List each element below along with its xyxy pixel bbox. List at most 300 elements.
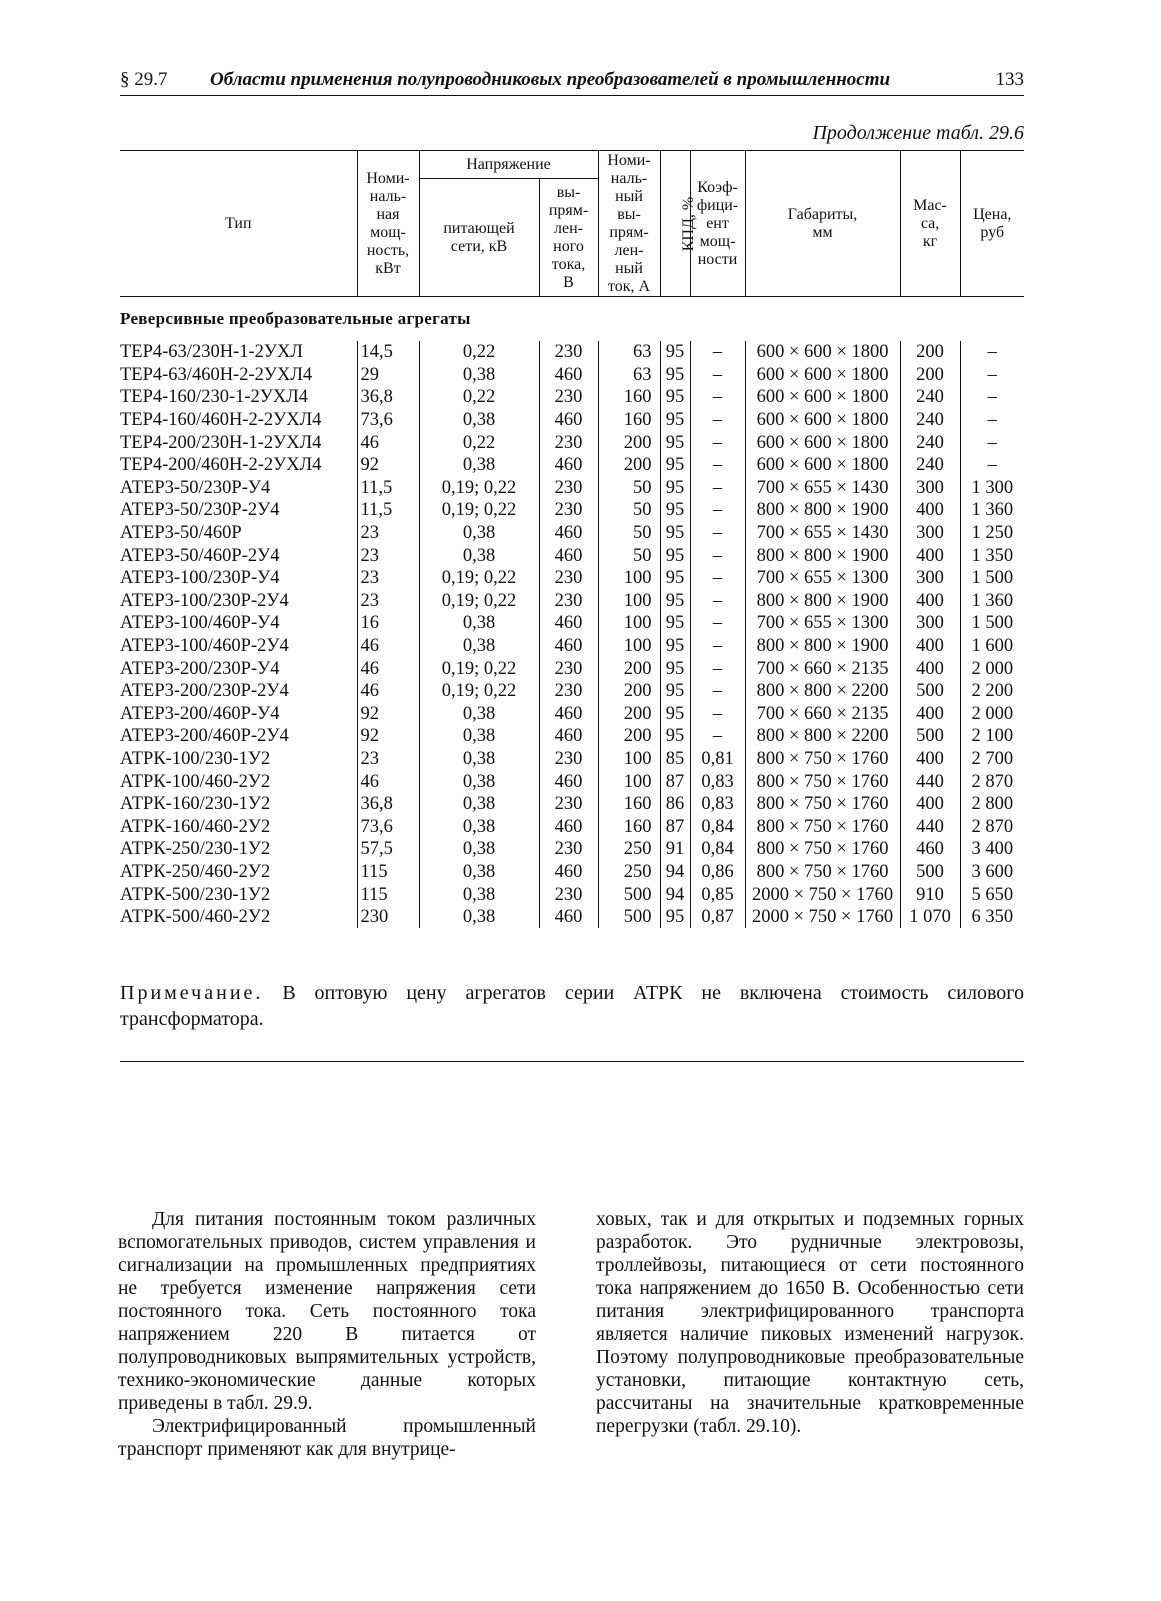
cell-type: АТЕР3-200/460Р-У4 (120, 703, 280, 724)
cell-price: 2 000 (960, 703, 1024, 726)
table-row (120, 748, 1024, 771)
cell-current: 50 (598, 522, 660, 545)
cell-current: 160 (598, 793, 660, 816)
cell-price: 2 800 (960, 793, 1024, 816)
cell-efficiency: 87 (660, 815, 690, 838)
cell-dimensions: 600 × 600 × 1800 (745, 431, 900, 454)
cell-supply-voltage: 0,38 (419, 364, 539, 387)
cell-power: 36,8 (357, 386, 419, 409)
cell-current: 250 (598, 861, 660, 884)
cell-power-factor: – (690, 341, 745, 364)
cell-rectified-voltage: 230 (539, 793, 598, 816)
cell-power-factor: – (690, 522, 745, 545)
cell-rectified-voltage: 230 (539, 341, 598, 364)
cell-rectified-voltage: 230 (539, 590, 598, 613)
cell-efficiency: 95 (660, 477, 690, 500)
cell-dimensions: 600 × 600 × 1800 (745, 386, 900, 409)
header-mass: Мас- са, кг (900, 151, 960, 297)
cell-price: – (960, 364, 1024, 387)
cell-power-factor: 0,86 (690, 861, 745, 884)
table-row (120, 499, 1024, 522)
cell-mass: 910 (900, 883, 960, 906)
cell-price: 3 400 (960, 838, 1024, 861)
header-power-factor: Коэф- фици- ент мощ- ности (690, 151, 745, 297)
cell-efficiency: 95 (660, 499, 690, 522)
cell-dimensions: 800 × 750 × 1760 (745, 793, 900, 816)
header-current: Номи- наль- ный вы- прям- лен- ный ток, А (598, 151, 660, 297)
cell-mass: 400 (900, 544, 960, 567)
cell-supply-voltage: 0,38 (419, 748, 539, 771)
cell-supply-voltage: 0,22 (419, 431, 539, 454)
cell-power-factor: 0,84 (690, 838, 745, 861)
cell-rectified-voltage: 460 (539, 906, 598, 929)
cell-type: АТРК-250/460-2У2 (120, 861, 271, 882)
cell-type: АТЕР3-100/460Р-2У4 (120, 636, 289, 657)
cell-supply-voltage: 0,38 (419, 838, 539, 861)
cell-price: 2 000 (960, 657, 1024, 680)
cell-type: АТРК-500/230-1У2 (120, 884, 271, 905)
cell-efficiency: 95 (660, 725, 690, 748)
cell-current: 200 (598, 657, 660, 680)
cell-rectified-voltage: 230 (539, 499, 598, 522)
page-number: 133 (995, 69, 1024, 90)
cell-power-factor: 0,85 (690, 883, 745, 906)
cell-current: 160 (598, 409, 660, 432)
cell-dimensions: 600 × 600 × 1800 (745, 364, 900, 387)
cell-supply-voltage: 0,19; 0,22 (419, 590, 539, 613)
cell-price: 1 250 (960, 522, 1024, 545)
cell-efficiency: 95 (660, 635, 690, 658)
cell-type: АТЕР3-100/460Р-У4 (120, 613, 280, 634)
cell-efficiency: 95 (660, 680, 690, 703)
cell-power: 230 (357, 906, 419, 929)
note-label: Примечание. (120, 982, 264, 1004)
cell-mass: 300 (900, 477, 960, 500)
cell-price: 2 870 (960, 815, 1024, 838)
table-note (120, 980, 1024, 1032)
cell-efficiency: 95 (660, 590, 690, 613)
cell-power: 46 (357, 635, 419, 658)
table-row (120, 364, 1024, 387)
cell-dimensions: 800 × 800 × 1900 (745, 499, 900, 522)
cell-efficiency: 95 (660, 657, 690, 680)
cell-efficiency: 95 (660, 409, 690, 432)
cell-current: 50 (598, 544, 660, 567)
cell-type: ТЕР4-200/230Н-1-2УХЛ4 (120, 432, 322, 453)
table-continuation-label: Продолжение табл. 29.6 (812, 122, 1024, 144)
cell-power-factor: – (690, 703, 745, 726)
cell-rectified-voltage: 460 (539, 635, 598, 658)
table-row (120, 341, 1024, 364)
cell-current: 100 (598, 590, 660, 613)
cell-mass: 240 (900, 409, 960, 432)
cell-rectified-voltage: 230 (539, 657, 598, 680)
cell-power-factor: – (690, 657, 745, 680)
cell-mass: 240 (900, 386, 960, 409)
cell-supply-voltage: 0,38 (419, 635, 539, 658)
cell-efficiency: 95 (660, 567, 690, 590)
cell-dimensions: 800 × 750 × 1760 (745, 748, 900, 771)
cell-current: 50 (598, 477, 660, 500)
table-row (120, 522, 1024, 545)
cell-price: 6 350 (960, 906, 1024, 929)
cell-type: АТЕР3-50/230Р-У4 (120, 477, 271, 498)
cell-current: 500 (598, 906, 660, 929)
cell-price: 1 350 (960, 544, 1024, 567)
cell-dimensions: 800 × 800 × 1900 (745, 635, 900, 658)
cell-power: 92 (357, 725, 419, 748)
cell-type: АТЕР3-200/230Р-У4 (120, 658, 280, 679)
cell-current: 63 (598, 341, 660, 364)
cell-price: 5 650 (960, 883, 1024, 906)
cell-supply-voltage: 0,38 (419, 703, 539, 726)
cell-supply-voltage: 0,38 (419, 544, 539, 567)
table-row (120, 770, 1024, 793)
table-row (120, 883, 1024, 906)
cell-efficiency: 95 (660, 431, 690, 454)
cell-dimensions: 700 × 660 × 2135 (745, 703, 900, 726)
cell-efficiency: 95 (660, 364, 690, 387)
cell-power: 115 (357, 883, 419, 906)
table-row (120, 454, 1024, 477)
cell-power: 92 (357, 454, 419, 477)
cell-efficiency: 85 (660, 748, 690, 771)
cell-mass: 500 (900, 680, 960, 703)
table-row (120, 544, 1024, 567)
table-row (120, 838, 1024, 861)
cell-power-factor: – (690, 680, 745, 703)
cell-rectified-voltage: 230 (539, 431, 598, 454)
cell-efficiency: 95 (660, 612, 690, 635)
cell-price: – (960, 454, 1024, 477)
cell-dimensions: 800 × 800 × 2200 (745, 680, 900, 703)
cell-power: 23 (357, 590, 419, 613)
cell-type: АТРК-500/460-2У2 (120, 907, 271, 928)
cell-power-factor: – (690, 386, 745, 409)
cell-power-factor: – (690, 431, 745, 454)
cell-dimensions: 800 × 750 × 1760 (745, 861, 900, 884)
cell-power: 16 (357, 612, 419, 635)
cell-current: 63 (598, 364, 660, 387)
divider-rule (120, 1061, 1024, 1062)
cell-rectified-voltage: 460 (539, 522, 598, 545)
cell-dimensions: 600 × 600 × 1800 (745, 341, 900, 364)
cell-power: 23 (357, 748, 419, 771)
table-row (120, 793, 1024, 816)
table-row (120, 590, 1024, 613)
cell-price: 2 870 (960, 770, 1024, 793)
cell-power-factor: – (690, 499, 745, 522)
cell-mass: 400 (900, 590, 960, 613)
body-column-right (596, 1208, 1024, 1438)
cell-dimensions: 600 × 600 × 1800 (745, 454, 900, 477)
cell-current: 200 (598, 680, 660, 703)
cell-rectified-voltage: 460 (539, 725, 598, 748)
cell-supply-voltage: 0,22 (419, 341, 539, 364)
cell-power: 57,5 (357, 838, 419, 861)
cell-price: 1 500 (960, 612, 1024, 635)
cell-rectified-voltage: 460 (539, 544, 598, 567)
header-voltage: Напряжение (419, 151, 598, 179)
cell-supply-voltage: 0,19; 0,22 (419, 477, 539, 500)
cell-rectified-voltage: 230 (539, 386, 598, 409)
cell-power-factor: – (690, 544, 745, 567)
header-dimensions: Габариты, мм (745, 151, 900, 297)
cell-efficiency: 95 (660, 522, 690, 545)
cell-supply-voltage: 0,38 (419, 906, 539, 929)
cell-efficiency: 95 (660, 906, 690, 929)
cell-rectified-voltage: 460 (539, 454, 598, 477)
cell-supply-voltage: 0,19; 0,22 (419, 567, 539, 590)
cell-dimensions: 2000 × 750 × 1760 (745, 883, 900, 906)
cell-rectified-voltage: 230 (539, 567, 598, 590)
cell-power-factor: – (690, 725, 745, 748)
cell-efficiency: 95 (660, 703, 690, 726)
cell-price: 1 600 (960, 635, 1024, 658)
cell-mass: 400 (900, 635, 960, 658)
cell-current: 200 (598, 431, 660, 454)
cell-current: 50 (598, 499, 660, 522)
cell-current: 100 (598, 635, 660, 658)
cell-supply-voltage: 0,38 (419, 861, 539, 884)
cell-mass: 300 (900, 612, 960, 635)
cell-supply-voltage: 0,38 (419, 522, 539, 545)
cell-rectified-voltage: 460 (539, 815, 598, 838)
cell-power: 46 (357, 770, 419, 793)
note-text: В оптовую цену агрегатов серии АТРК не включена стоимость силового трансформатора. (120, 982, 1025, 1030)
cell-price: – (960, 431, 1024, 454)
cell-efficiency: 91 (660, 838, 690, 861)
cell-current: 100 (598, 748, 660, 771)
cell-current: 250 (598, 838, 660, 861)
cell-power: 23 (357, 522, 419, 545)
table-row (120, 431, 1024, 454)
cell-power-factor: – (690, 364, 745, 387)
cell-current: 500 (598, 883, 660, 906)
cell-supply-voltage: 0,38 (419, 815, 539, 838)
cell-type: АТРК-160/230-1У2 (120, 794, 271, 815)
cell-current: 200 (598, 725, 660, 748)
cell-price: 1 360 (960, 499, 1024, 522)
cell-power: 46 (357, 680, 419, 703)
cell-rectified-voltage: 460 (539, 703, 598, 726)
cell-current: 100 (598, 567, 660, 590)
cell-efficiency: 95 (660, 386, 690, 409)
header-supply-voltage: питающей сети, кВ (419, 179, 539, 297)
table-row (120, 635, 1024, 658)
cell-type: АТРК-250/230-1У2 (120, 839, 271, 860)
cell-power: 23 (357, 544, 419, 567)
cell-type: АТЕР3-100/230Р-2У4 (120, 590, 289, 611)
header-price: Цена, руб (960, 151, 1024, 297)
cell-type: АТЕР3-50/460Р (120, 523, 242, 544)
section-title: Реверсивные преобразовательные агрегаты (120, 309, 471, 328)
cell-power-factor: – (690, 409, 745, 432)
header-power: Номи- наль- ная мощ- ность, кВт (357, 151, 419, 297)
cell-rectified-voltage: 230 (539, 477, 598, 500)
cell-type: ТЕР4-63/460Н-2-2УХЛ4 (120, 364, 313, 385)
cell-dimensions: 700 × 655 × 1300 (745, 612, 900, 635)
cell-power: 36,8 (357, 793, 419, 816)
cell-efficiency: 94 (660, 861, 690, 884)
cell-dimensions: 2000 × 750 × 1760 (745, 906, 900, 929)
cell-power: 14,5 (357, 341, 419, 364)
cell-power: 29 (357, 364, 419, 387)
cell-efficiency: 95 (660, 544, 690, 567)
body-column-left (118, 1208, 536, 1461)
cell-supply-voltage: 0,22 (419, 386, 539, 409)
cell-mass: 400 (900, 703, 960, 726)
section-number: § 29.7 (120, 69, 168, 90)
cell-price: 1 360 (960, 590, 1024, 613)
cell-power: 11,5 (357, 477, 419, 500)
cell-mass: 440 (900, 770, 960, 793)
cell-power-factor: 0,83 (690, 793, 745, 816)
table-row (120, 680, 1024, 703)
cell-supply-voltage: 0,19; 0,22 (419, 657, 539, 680)
cell-efficiency: 86 (660, 793, 690, 816)
header-efficiency: КПД, % (660, 151, 690, 297)
cell-mass: 400 (900, 748, 960, 771)
cell-rectified-voltage: 460 (539, 612, 598, 635)
cell-supply-voltage: 0,38 (419, 612, 539, 635)
cell-rectified-voltage: 460 (539, 364, 598, 387)
cell-type: АТРК-100/460-2У2 (120, 771, 271, 792)
table-row (120, 815, 1024, 838)
cell-current: 200 (598, 703, 660, 726)
cell-power-factor: – (690, 567, 745, 590)
cell-current: 100 (598, 770, 660, 793)
cell-type: ТЕР4-200/460Н-2-2УХЛ4 (120, 455, 322, 476)
cell-type: АТЕР3-100/230Р-У4 (120, 568, 280, 589)
cell-efficiency: 94 (660, 883, 690, 906)
cell-dimensions: 700 × 655 × 1430 (745, 522, 900, 545)
table-row (120, 386, 1024, 409)
cell-dimensions: 800 × 750 × 1760 (745, 770, 900, 793)
cell-type: АТРК-100/230-1У2 (120, 748, 271, 769)
cell-efficiency: 87 (660, 770, 690, 793)
cell-dimensions: 600 × 600 × 1800 (745, 409, 900, 432)
cell-mass: 500 (900, 861, 960, 884)
cell-power-factor: 0,83 (690, 770, 745, 793)
cell-mass: 440 (900, 815, 960, 838)
table-row (120, 725, 1024, 748)
cell-mass: 1 070 (900, 906, 960, 929)
cell-mass: 500 (900, 725, 960, 748)
cell-mass: 400 (900, 499, 960, 522)
table-row (120, 861, 1024, 884)
cell-power: 73,6 (357, 409, 419, 432)
cell-supply-voltage: 0,38 (419, 409, 539, 432)
cell-power: 115 (357, 861, 419, 884)
cell-supply-voltage: 0,38 (419, 770, 539, 793)
cell-type: ТЕР4-160/460Н-2-2УХЛ4 (120, 410, 322, 431)
cell-mass: 300 (900, 567, 960, 590)
table-row (120, 409, 1024, 432)
cell-efficiency: 95 (660, 454, 690, 477)
cell-price: 2 200 (960, 680, 1024, 703)
paragraph: ховых, так и для открытых и подземных горных разработок. Это рудничные электровозы, троллейвозы, питающиеся от сети постоянного тока напряжением до 1650 В. Особенностью сети питания электрифицированного транспорта является наличие пиковых изменений нагрузок. Поэтому полупроводниковые преобразовательные установки, питающие контактную сеть, рассчитаны на значительные кратковременные перегрузки (табл. 29.10). (596, 1209, 1024, 1437)
cell-current: 100 (598, 612, 660, 635)
cell-rectified-voltage: 230 (539, 838, 598, 861)
cell-mass: 400 (900, 793, 960, 816)
cell-rectified-voltage: 230 (539, 748, 598, 771)
cell-type: АТРК-160/460-2У2 (120, 816, 271, 837)
cell-dimensions: 800 × 750 × 1760 (745, 815, 900, 838)
table-row (120, 567, 1024, 590)
cell-dimensions: 800 × 750 × 1760 (745, 838, 900, 861)
cell-price: 2 100 (960, 725, 1024, 748)
cell-power: 46 (357, 657, 419, 680)
table-row (120, 657, 1024, 680)
cell-power-factor: – (690, 635, 745, 658)
header-type: Тип (120, 151, 357, 297)
paragraph: Для питания постоянным током различных вспомогательных приводов, систем управления и сигнализации на промышленных предприятиях не требуется изменение напряжения сети постоянного тока. Сеть постоянного тока напряжением 220 В питается от полупроводниковых выпрямительных устройств, технико-экономические данные которых приведены в табл. 29.9. (118, 1209, 536, 1414)
cell-dimensions: 700 × 655 × 1430 (745, 477, 900, 500)
table-row (120, 703, 1024, 726)
running-header (120, 67, 1024, 96)
cell-mass: 240 (900, 454, 960, 477)
cell-rectified-voltage: 460 (539, 861, 598, 884)
cell-rectified-voltage: 460 (539, 770, 598, 793)
cell-current: 200 (598, 454, 660, 477)
table-row (120, 906, 1024, 929)
cell-dimensions: 700 × 660 × 2135 (745, 657, 900, 680)
cell-mass: 200 (900, 341, 960, 364)
cell-power-factor: – (690, 454, 745, 477)
cell-power: 46 (357, 431, 419, 454)
cell-price: – (960, 386, 1024, 409)
cell-supply-voltage: 0,38 (419, 883, 539, 906)
table-row (120, 477, 1024, 500)
cell-type: АТЕР3-200/460Р-2У4 (120, 726, 289, 747)
header-rectified-voltage: вы- прям- лен- ного тока, В (539, 179, 598, 297)
cell-price: – (960, 409, 1024, 432)
cell-power-factor: 0,87 (690, 906, 745, 929)
cell-power: 92 (357, 703, 419, 726)
cell-power-factor: 0,84 (690, 815, 745, 838)
cell-mass: 200 (900, 364, 960, 387)
data-table (120, 150, 1024, 928)
cell-mass: 300 (900, 522, 960, 545)
cell-type: АТЕР3-50/230Р-2У4 (120, 500, 280, 521)
running-title: Области применения полупроводниковых преобразователей в промышленности (210, 69, 891, 90)
cell-price: 2 700 (960, 748, 1024, 771)
cell-supply-voltage: 0,38 (419, 793, 539, 816)
cell-type: АТЕР3-200/230Р-2У4 (120, 681, 289, 702)
cell-supply-voltage: 0,19; 0,22 (419, 680, 539, 703)
cell-efficiency: 95 (660, 341, 690, 364)
cell-supply-voltage: 0,38 (419, 454, 539, 477)
cell-supply-voltage: 0,38 (419, 725, 539, 748)
cell-dimensions: 800 × 800 × 1900 (745, 544, 900, 567)
cell-type: ТЕР4-160/230-1-2УХЛ4 (120, 387, 309, 408)
cell-power-factor: – (690, 477, 745, 500)
cell-price: 3 600 (960, 861, 1024, 884)
cell-dimensions: 800 × 800 × 2200 (745, 725, 900, 748)
cell-rectified-voltage: 230 (539, 883, 598, 906)
cell-dimensions: 700 × 655 × 1300 (745, 567, 900, 590)
cell-dimensions: 800 × 800 × 1900 (745, 590, 900, 613)
paragraph: Электрифицированный промышленный транспорт применяют как для внутрице- (118, 1416, 536, 1460)
cell-mass: 240 (900, 431, 960, 454)
cell-mass: 460 (900, 838, 960, 861)
cell-power: 11,5 (357, 499, 419, 522)
cell-current: 160 (598, 386, 660, 409)
cell-type: ТЕР4-63/230Н-1-2УХЛ (120, 342, 303, 363)
cell-power: 23 (357, 567, 419, 590)
cell-rectified-voltage: 460 (539, 409, 598, 432)
